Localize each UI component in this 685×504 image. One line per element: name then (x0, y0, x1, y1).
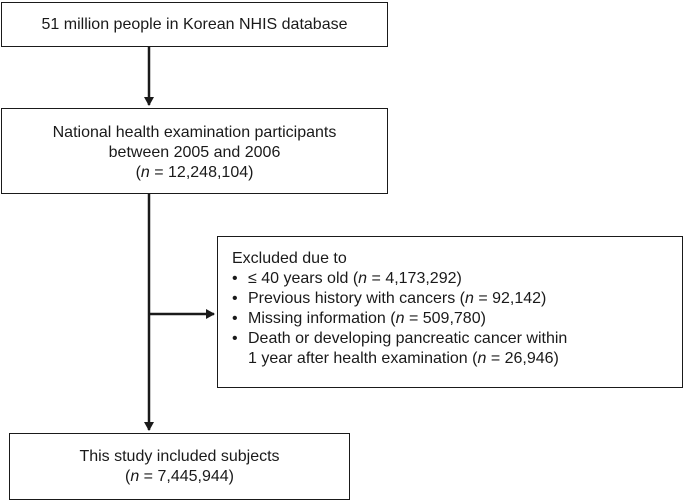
participants-count (2, 163, 387, 183)
exclusion-item-age (232, 269, 682, 289)
exclusion-cancer-n-symbol: n (464, 290, 474, 307)
included-subjects-box (9, 433, 350, 500)
exclusion-list (232, 269, 682, 369)
participants-n-value: = 12,248,104) (149, 164, 254, 181)
exclusion-missing-n-symbol: n (395, 310, 405, 327)
excluded-box (217, 236, 683, 388)
participants-line-1: National health examination participants (52, 124, 337, 141)
exclusion-missing-text: Missing information ( (248, 310, 396, 327)
exclusion-age-count: = 4,173,292) (367, 270, 462, 287)
source-population-text: 51 million people in Korean NHIS database (41, 16, 348, 33)
exclusion-age-text: ≤ 40 years old ( (248, 270, 359, 287)
included-n-value: = 7,445,944) (139, 468, 234, 485)
exclusion-death-n-symbol-2: n (477, 350, 487, 367)
source-population-box (1, 2, 388, 47)
exclusion-item-missing-info (232, 309, 682, 329)
excluded-title: Excluded due to (232, 250, 347, 267)
exclusion-death-continuation (248, 349, 682, 369)
included-count (10, 467, 349, 487)
included-line-1: This study included subjects (79, 448, 280, 465)
exclusion-death-continuation-text: 1 year after health examination ( (248, 350, 478, 367)
bullet-icon: • (232, 290, 238, 307)
bullet-icon: • (232, 330, 238, 347)
included-n-symbol: n (130, 468, 140, 485)
exclusion-cancer-count: = 92,142) (473, 290, 547, 307)
exclusion-cancer-text: Previous history with cancers ( (248, 290, 465, 307)
exclusion-missing-count: = 509,780) (404, 310, 486, 327)
exclusion-age-n-symbol: n (358, 270, 368, 287)
exclusion-death-text: Death or developing pancreatic cancer within (248, 330, 568, 347)
included-count-open: ( (125, 468, 131, 485)
participants-n-symbol: n (140, 164, 150, 181)
participants-box (1, 108, 388, 194)
bullet-icon: • (232, 270, 238, 287)
exclusion-item-death-or-cancer (232, 329, 682, 369)
exclusion-item-cancer-history (232, 289, 682, 309)
participants-count-open: ( (135, 164, 141, 181)
participants-line-2: between 2005 and 2006 (108, 144, 281, 161)
exclusion-death-count: = 26,946) (486, 350, 559, 367)
bullet-icon: • (232, 310, 238, 327)
